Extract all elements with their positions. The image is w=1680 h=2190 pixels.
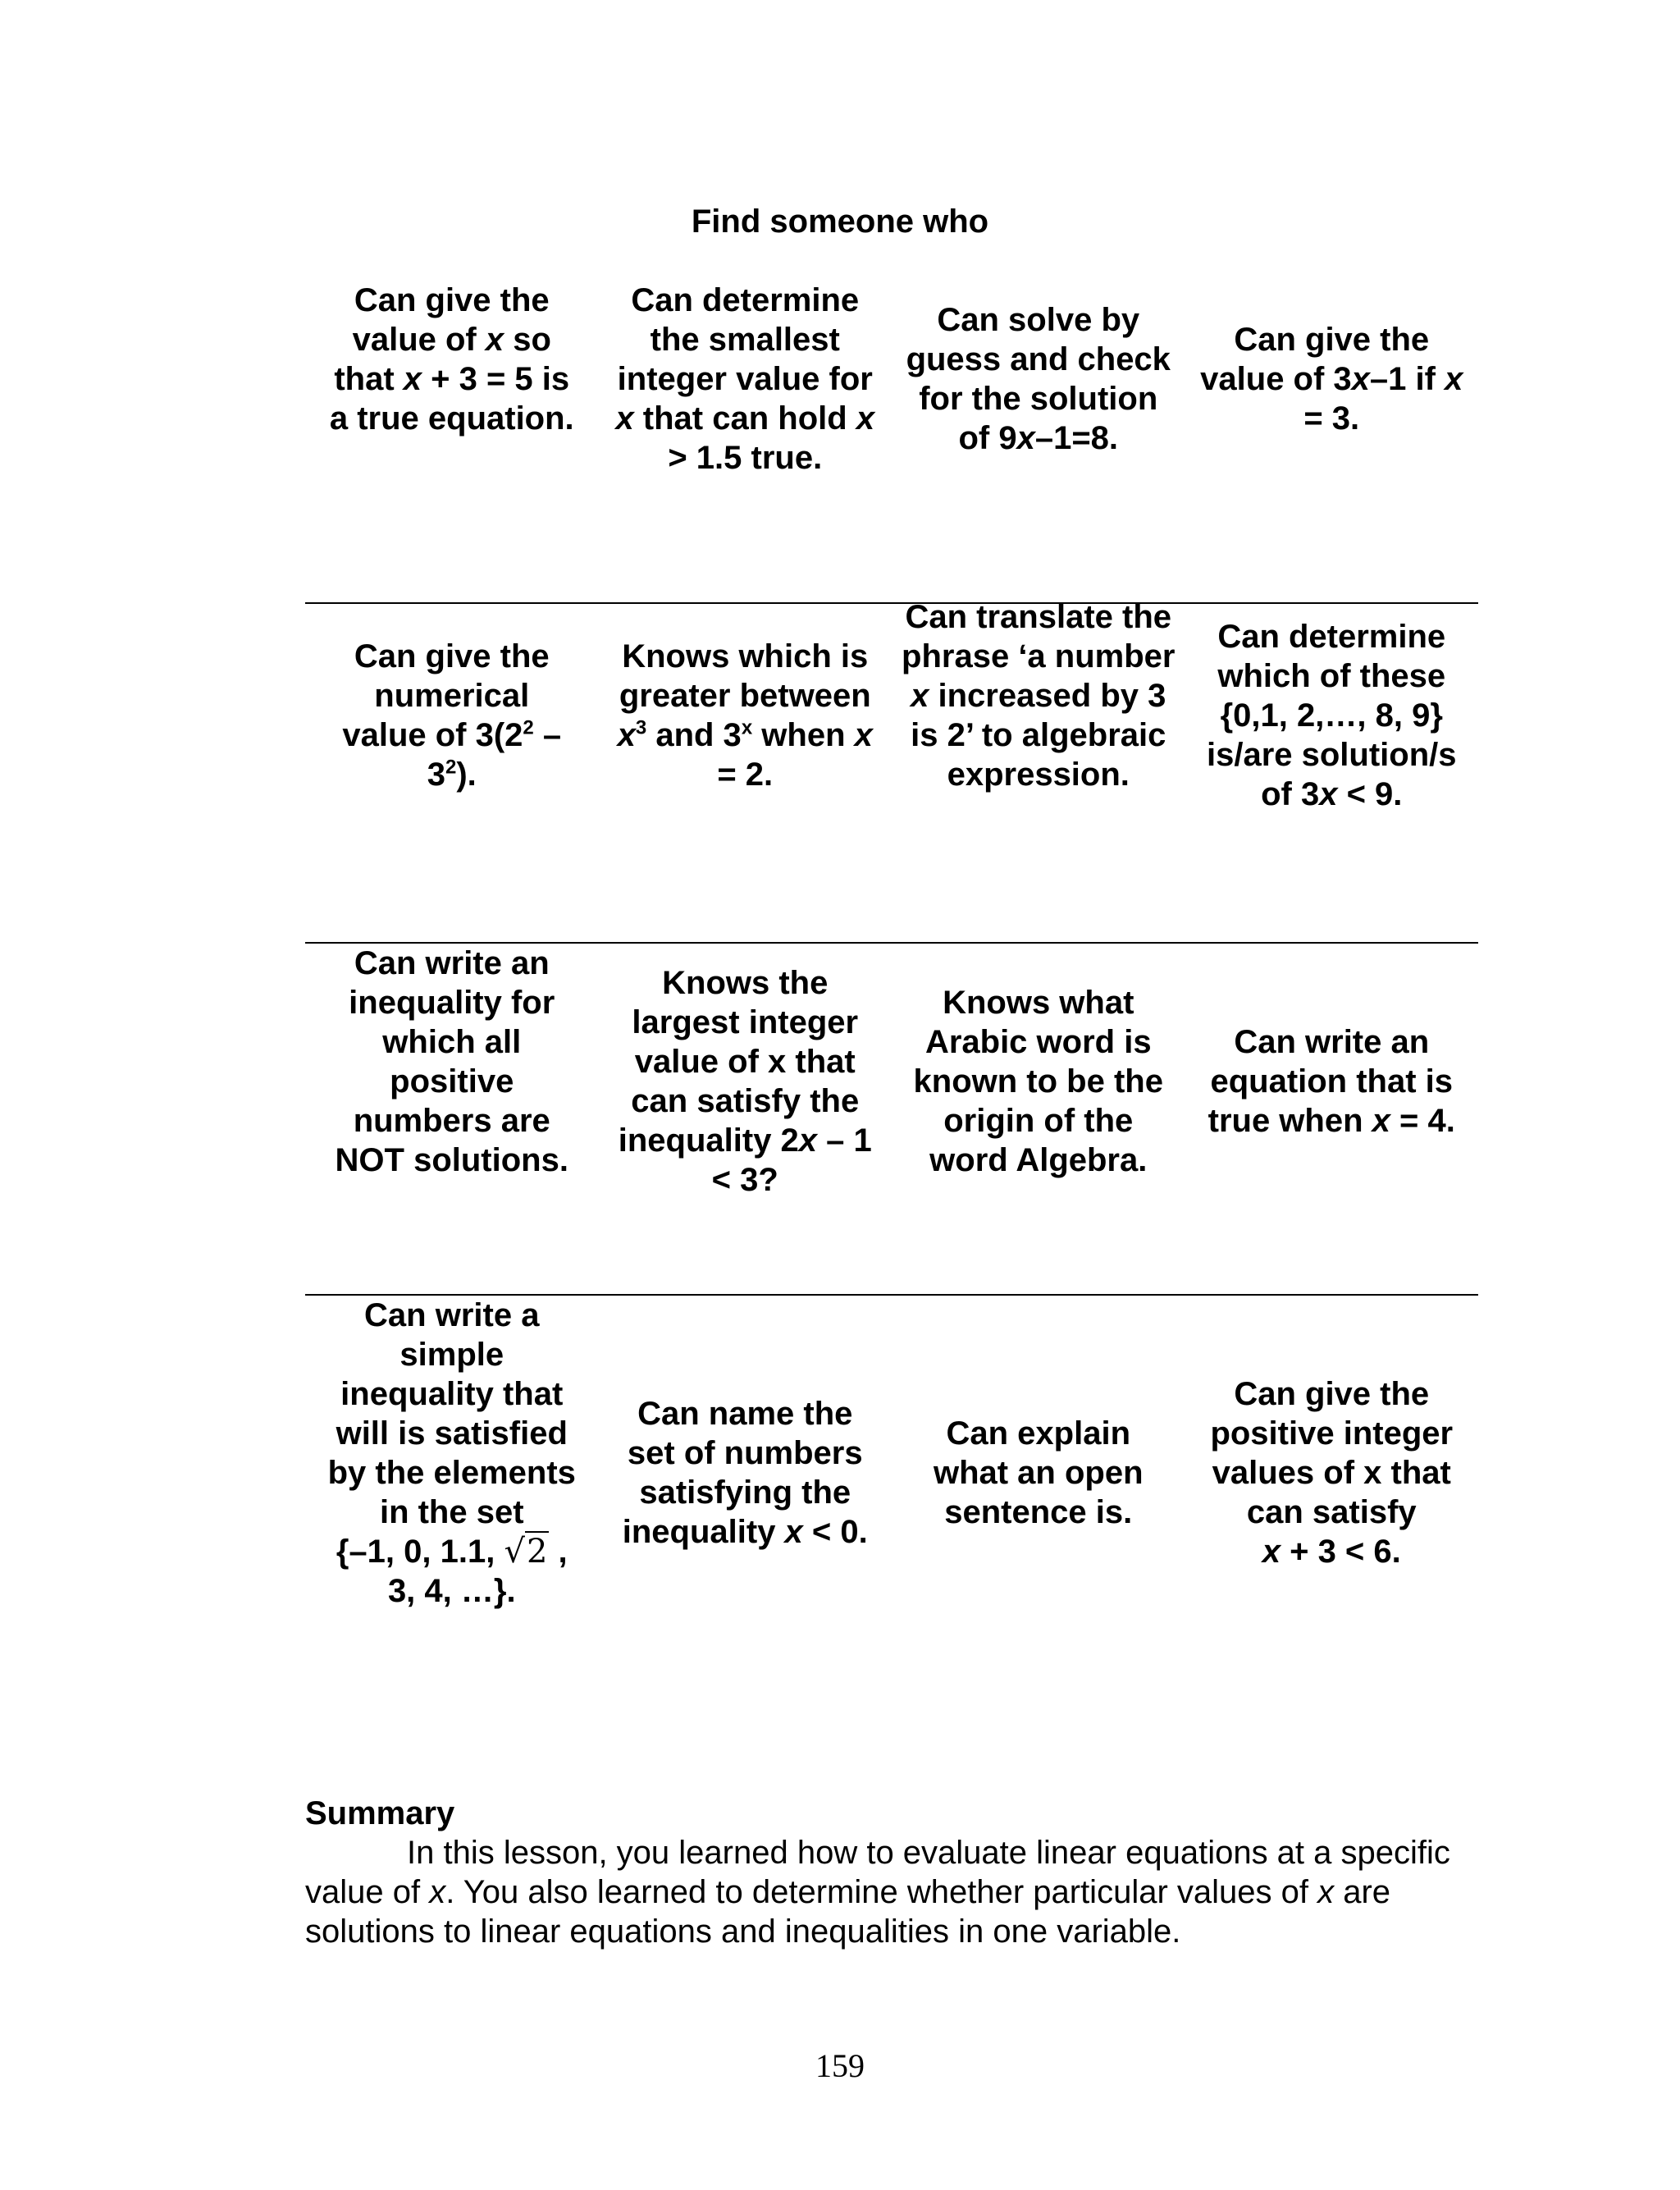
find-someone-who-grid xyxy=(305,263,1478,1707)
grid-cell-r1c4: Can give the value of 3x–1 if x = 3. xyxy=(1200,322,1463,437)
grid-cell-r4c3: Can explain what an open sentence is. xyxy=(933,1415,1144,1530)
grid-cell-r1c3: Can solve by guess and check for the solution of 9x–1=8. xyxy=(906,302,1171,456)
grid-cell-r2c2: Knows which is greater between $x^3$ and 3$^x$ when x = 2. xyxy=(617,638,873,793)
grid-cell-r2c1: Can give the numerical value of $3(2^2 - 3^2)$. xyxy=(342,638,562,793)
grid-cell-r3c1: Can write an inequality for which all positive numbers are NOT solutions. xyxy=(335,945,568,1178)
grid-cell-r3c2: Knows the largest integer value of x that can satisfy the inequality 2x – 1 < 3? xyxy=(618,965,872,1198)
grid-row-4 xyxy=(305,1294,1478,1706)
set-expression: {–1, 0, 1.1, √2 , 3, 4, …}. xyxy=(336,1533,568,1609)
summary-paragraph: In this lesson, you learned how to evaluate linear equations at a specific value of x. You also learned to determine whether particular values of x are solutions to linear equations and inequalities in one variable. xyxy=(305,1835,1450,1950)
grid-cell-r2c3: Can translate the phrase ‘a number x increased by 3 is 2’ to algebraic expression. xyxy=(902,599,1176,793)
page-title: Find someone who xyxy=(691,203,989,240)
summary-heading: Summary xyxy=(305,1795,455,1831)
grid-cell-r4c2: Can name the set of numbers satisfying the inequality x < 0. xyxy=(622,1396,868,1550)
grid-row-3 xyxy=(305,942,1478,1294)
page-number: 159 xyxy=(815,2047,865,2084)
grid-row-2 xyxy=(305,599,1478,942)
grid-cell-r4c4: Can give the positive integer values of x that can satisfy x + 3 < 6. xyxy=(1210,1376,1454,1570)
grid-cell-r3c4: Can write an equation that is true when x = 4. xyxy=(1208,1024,1455,1139)
grid-cell-r2c4: Can determine which of these {0,1, 2,…, 8, 9} is/are solution/s of 3x < 9. xyxy=(1206,619,1457,812)
grid-cell-r1c1: Can give the value of x so that x + 3 = 5 is a true equation. xyxy=(329,282,574,437)
grid-row-1 xyxy=(305,263,1478,602)
grid-cell-r4c1: Can write a simple inequality that will is satisfied by the elements in the set {–1, 0, 1.1, √2 , 3, 4, …}. xyxy=(327,1297,576,1609)
grid-cell-r1c2: Can determine the smallest integer value for x that can hold x > 1.5 true. xyxy=(615,282,875,476)
grid-cell-r3c3: Knows what Arabic word is known to be the origin of the word Algebra. xyxy=(913,985,1163,1178)
